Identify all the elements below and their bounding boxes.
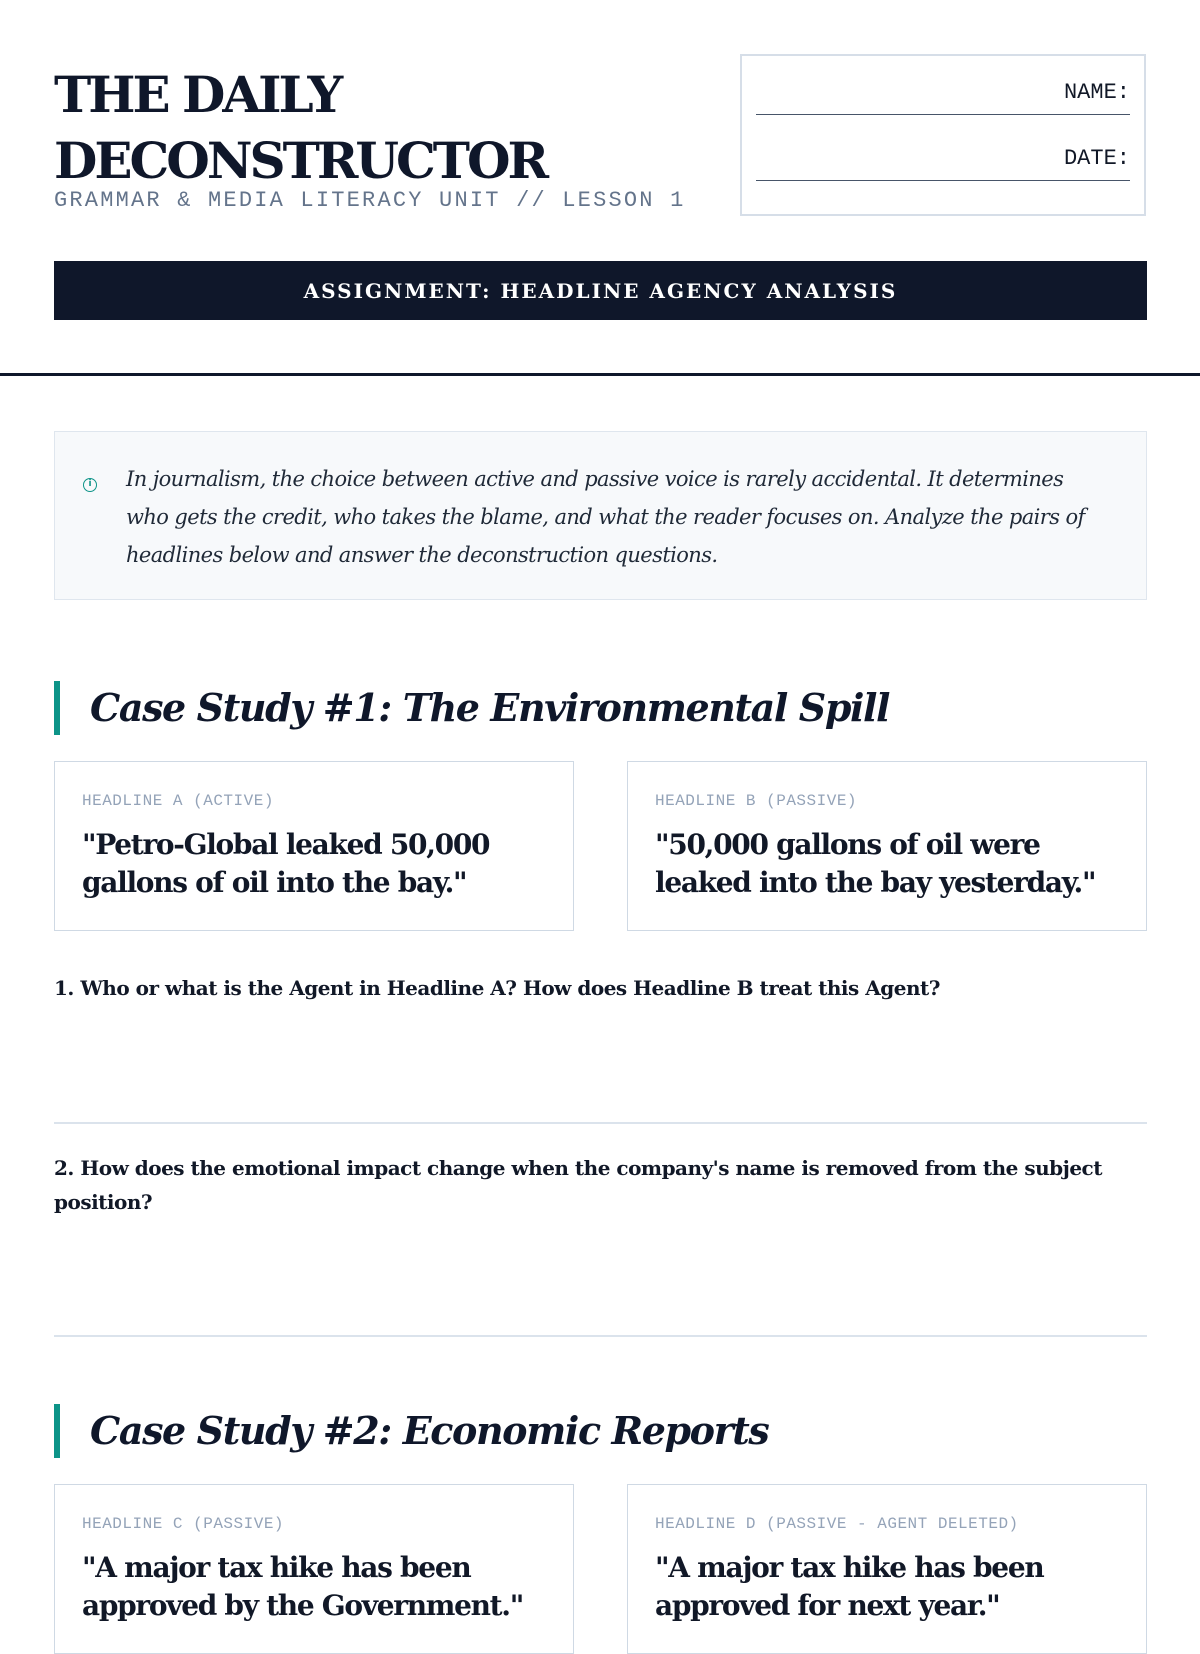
headline-card-d	[627, 1484, 1147, 1654]
date-field[interactable]	[756, 132, 1130, 181]
name-label: NAME:	[1063, 80, 1130, 105]
intro-callout	[54, 431, 1147, 600]
name-field[interactable]	[756, 66, 1130, 115]
accent-bar	[54, 681, 60, 735]
name-date-box	[740, 54, 1146, 216]
case-study-1-title: Case Study #1: The Environmental Spill	[90, 685, 890, 730]
question-2: 2. How does the emotional impact change when the company's name is removed from the subject position?	[54, 1156, 1102, 1214]
unit-subtitle: GRAMMAR & MEDIA LITERACY UNIT // LESSON 1	[54, 188, 686, 213]
intro-text: In journalism, the choice between active and passive voice is rarely accidental. It determines who gets the credit, who takes the blame, and what the reader focuses on. Analyze the pairs of headlines below and answer the deconstruction questions.	[126, 467, 1085, 567]
headline-card-b	[627, 761, 1147, 931]
headline-a-tag: HEADLINE A (ACTIVE)	[82, 792, 274, 810]
headline-c-text: "A major tax hike has been approved by the Government."	[82, 1551, 524, 1622]
headline-b-tag: HEADLINE B (PASSIVE)	[655, 792, 858, 810]
assignment-banner: ASSIGNMENT: HEADLINE AGENCY ANALYSIS	[54, 261, 1147, 320]
answer-line-1[interactable]	[54, 1122, 1147, 1124]
masthead-line-1: THE DAILY	[54, 65, 341, 124]
headline-a-text: "Petro-Global leaked 50,000 gallons of oil into the bay."	[82, 828, 490, 899]
masthead-title	[54, 62, 546, 194]
case-study-2-title: Case Study #2: Economic Reports	[90, 1408, 769, 1453]
date-label: DATE:	[1063, 146, 1130, 171]
headline-d-tag: HEADLINE D (PASSIVE - AGENT DELETED)	[655, 1515, 1019, 1533]
headline-b-text: "50,000 gallons of oil were leaked into the bay yesterday."	[655, 828, 1096, 899]
question-1: 1. Who or what is the Agent in Headline A? How does Headline B treat this Agent?	[54, 976, 940, 1000]
worksheet-header	[54, 54, 1147, 224]
section-divider	[0, 373, 1200, 376]
headline-d-text: "A major tax hike has been approved for next year."	[655, 1551, 1044, 1622]
info-icon: i	[83, 478, 97, 492]
masthead-line-2: DECONSTRUCTOR	[54, 131, 547, 190]
headline-card-a	[54, 761, 574, 931]
answer-line-2[interactable]	[54, 1335, 1147, 1337]
headline-card-c	[54, 1484, 574, 1654]
accent-bar	[54, 1404, 60, 1458]
headline-c-tag: HEADLINE C (PASSIVE)	[82, 1515, 285, 1533]
